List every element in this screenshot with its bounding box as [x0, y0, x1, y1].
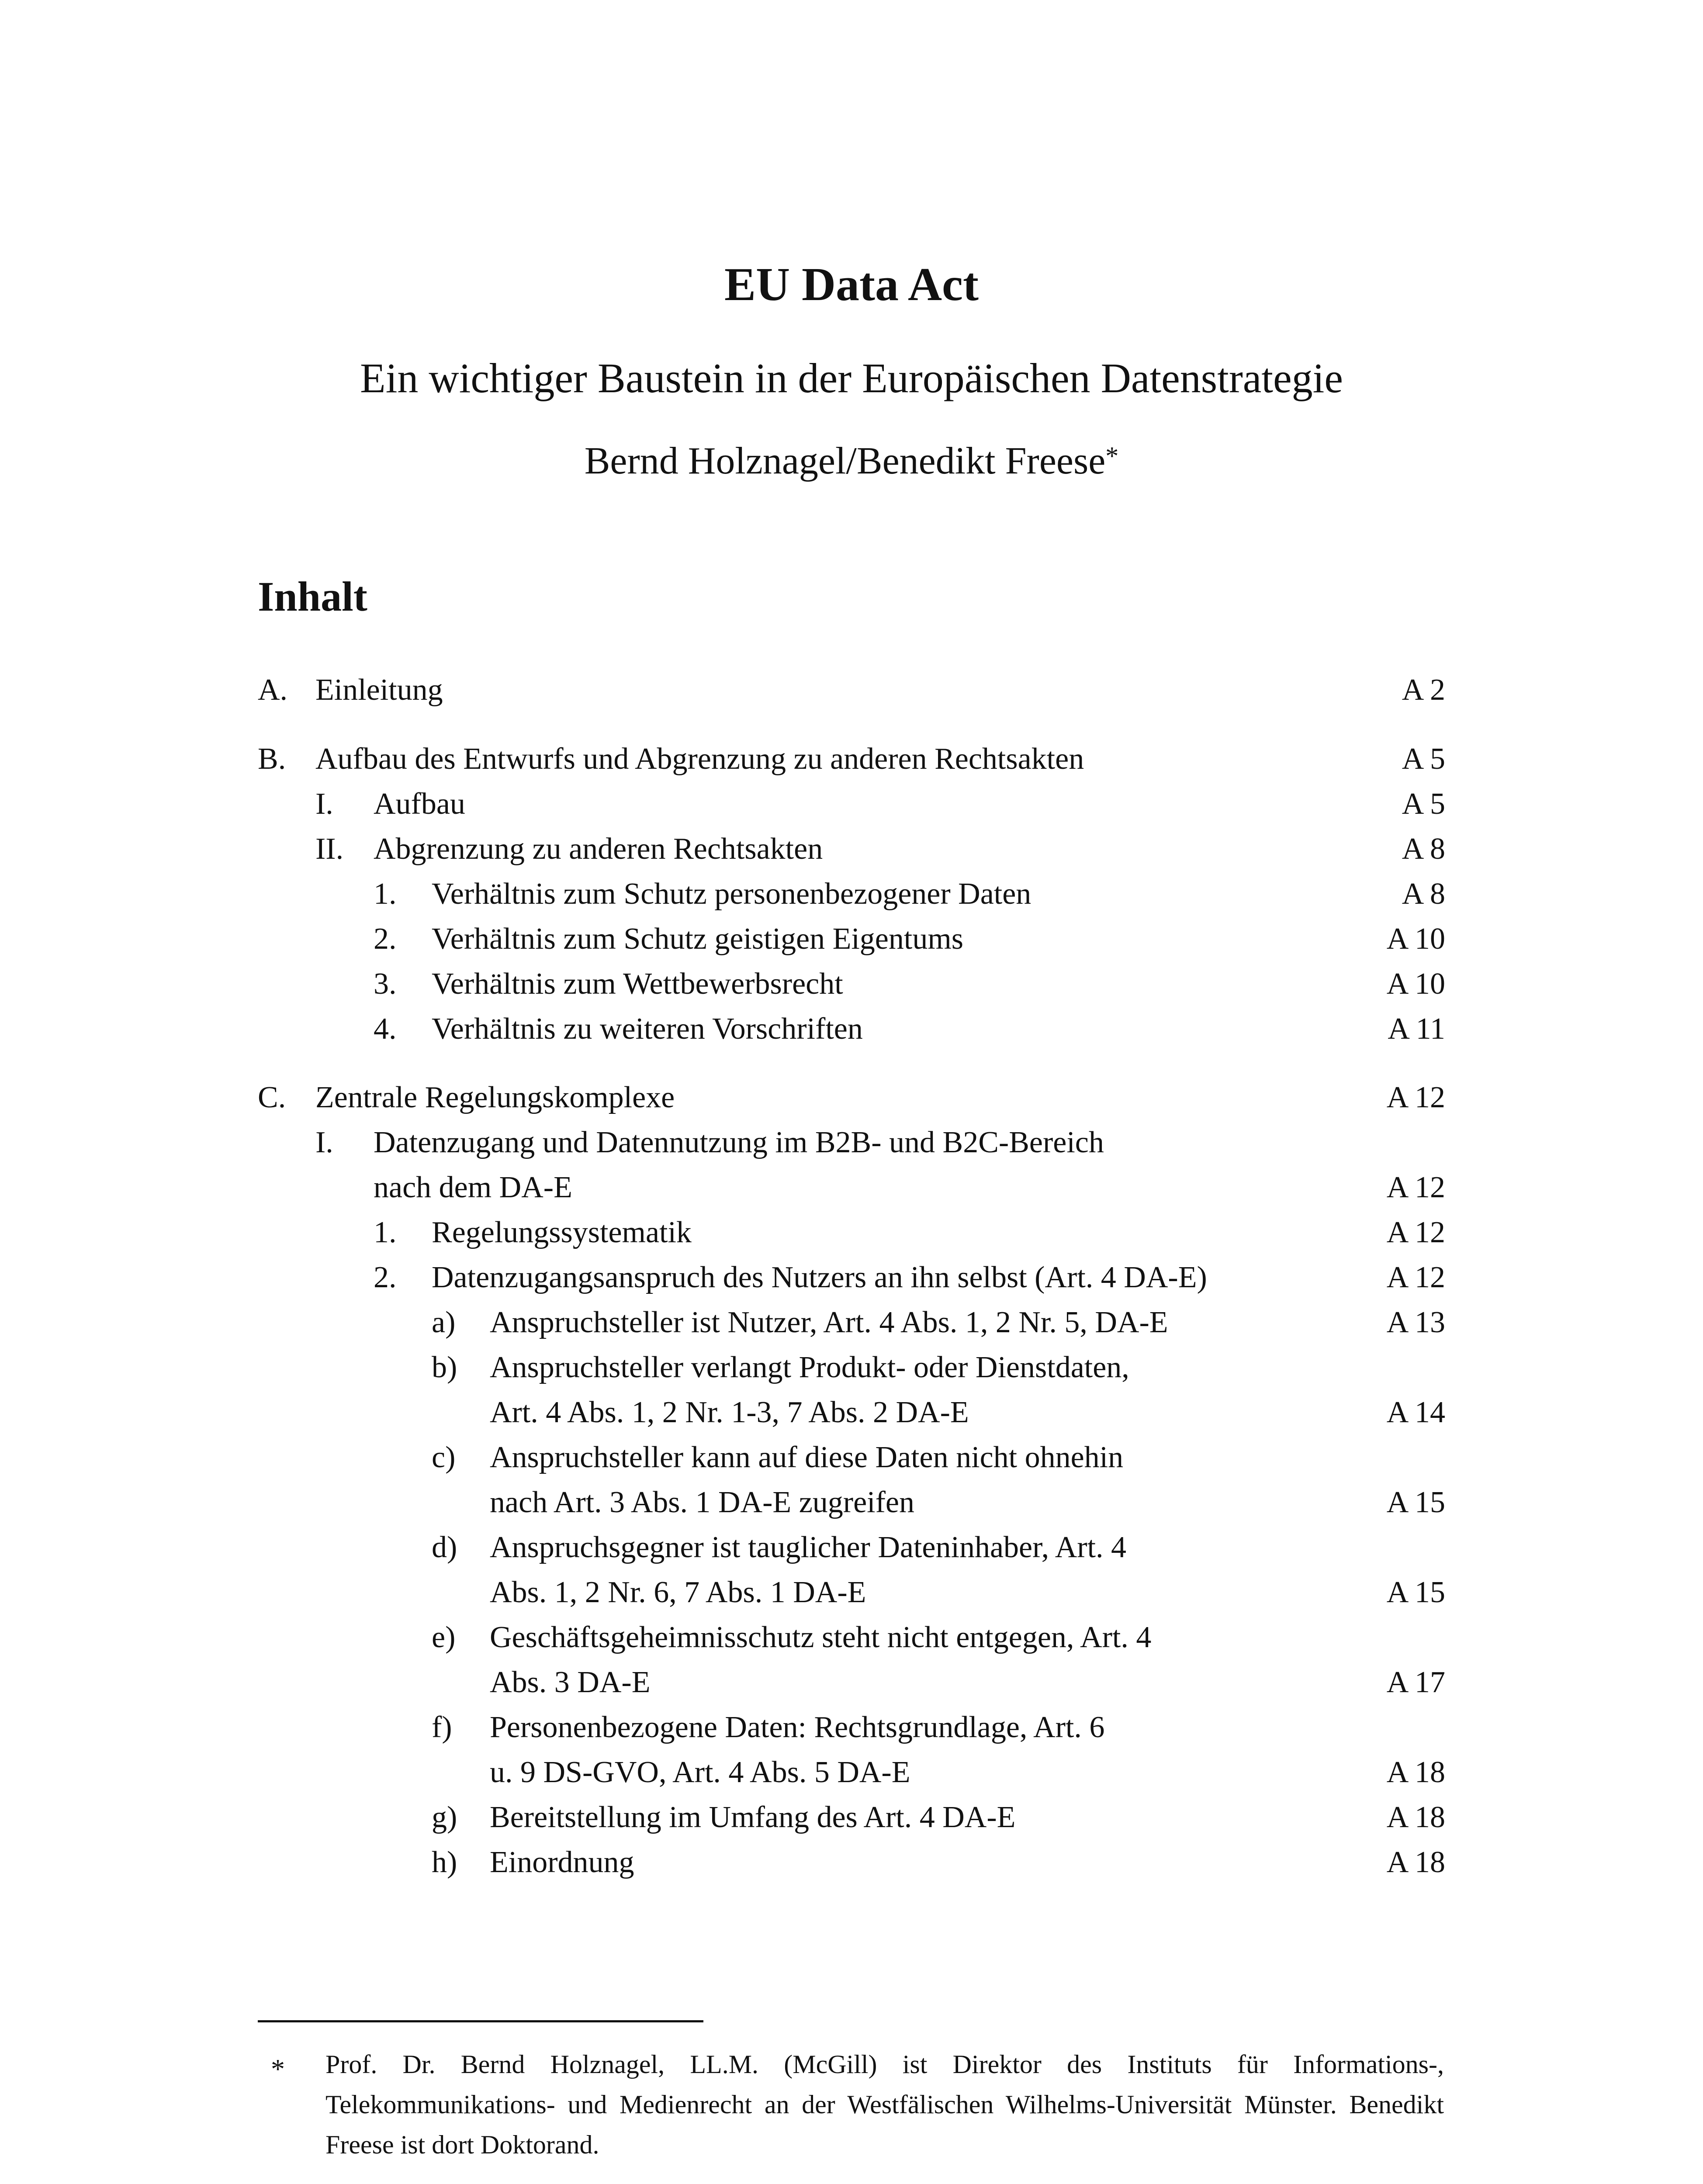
- toc-entry-number: e): [432, 1621, 456, 1654]
- toc-entry-title: Abs. 3 DA-E: [490, 1666, 651, 1699]
- toc-entry-page: A 5: [1402, 787, 1445, 821]
- toc-entry: [0, 1076, 1703, 1120]
- toc-entry-title: Verhältnis zum Schutz geistigen Eigentums: [432, 922, 964, 956]
- toc-entry-title: nach dem DA-E: [374, 1171, 572, 1204]
- toc-entry-page: A 14: [1386, 1396, 1445, 1429]
- toc-entry-page: A 15: [1386, 1576, 1445, 1609]
- toc-entry-title: Anspruchsteller ist Nutzer, Art. 4 Abs. 1, 2 Nr. 5, DA-E: [490, 1306, 1168, 1339]
- toc-entry-title: Zentrale Regelungskomplexe: [315, 1081, 675, 1114]
- toc-entry: [0, 737, 1703, 781]
- toc-entry-title: nach Art. 3 Abs. 1 DA-E zugreifen: [490, 1486, 914, 1519]
- toc-entry: [0, 782, 1703, 826]
- toc-entry-number: d): [432, 1531, 457, 1564]
- toc-entry-title: Aufbau des Entwurfs und Abgrenzung zu anderen Rechtsakten: [315, 742, 1084, 776]
- footnote-mark: *: [271, 2053, 285, 2084]
- toc-entry-number: a): [432, 1306, 456, 1339]
- toc-entry-number: g): [432, 1800, 457, 1834]
- toc-entry: [0, 1706, 1703, 1749]
- toc-entry-continuation: [0, 1661, 1703, 1704]
- toc-entry-number: 2.: [374, 1261, 397, 1294]
- toc-entry-title: Abgrenzung zu anderen Rechtsakten: [374, 832, 823, 866]
- toc-entry-page: A 2: [1402, 673, 1445, 707]
- toc-entry-continuation: [0, 1166, 1703, 1209]
- toc-entry-title: Einordnung: [490, 1845, 634, 1879]
- toc-entry-number: 1.: [374, 877, 397, 911]
- document-title: EU Data Act: [724, 259, 979, 311]
- toc-entry-title: Verhältnis zu weiteren Vorschriften: [432, 1012, 863, 1046]
- toc-entry-page: A 18: [1386, 1755, 1445, 1789]
- toc-entry: [0, 1526, 1703, 1569]
- toc-entry-title: Bereitstellung im Umfang des Art. 4 DA-E: [490, 1800, 1016, 1834]
- toc-entry-continuation: [0, 1751, 1703, 1794]
- toc-entry-title: Anspruchsgegner ist tauglicher Dateninhaber, Art. 4: [490, 1531, 1127, 1564]
- toc-entry-number: I.: [315, 787, 333, 821]
- toc-entry: [0, 827, 1703, 871]
- toc-entry: [0, 1841, 1703, 1884]
- toc-entry-page: A 13: [1386, 1306, 1445, 1339]
- toc-entry-title: Abs. 1, 2 Nr. 6, 7 Abs. 1 DA-E: [490, 1576, 866, 1609]
- toc-entry-title: Einleitung: [315, 673, 443, 707]
- toc-entry-number: 4.: [374, 1012, 397, 1046]
- toc-entry: [0, 1256, 1703, 1299]
- toc-entry: [0, 1121, 1703, 1165]
- toc-entry-page: A 18: [1386, 1800, 1445, 1834]
- toc-entry-page: A 12: [1386, 1081, 1445, 1114]
- toc-entry-number: 3.: [374, 967, 397, 1001]
- toc-entry-title: Art. 4 Abs. 1, 2 Nr. 1-3, 7 Abs. 2 DA-E: [490, 1396, 969, 1429]
- toc-entry-title: Anspruchsteller kann auf diese Daten nicht ohnehin: [490, 1441, 1124, 1474]
- toc-entry-continuation: [0, 1571, 1703, 1614]
- toc-entry-page: A 17: [1386, 1666, 1445, 1699]
- toc-entry-page: A 5: [1402, 742, 1445, 776]
- toc-entry: [0, 872, 1703, 916]
- toc-entry: [0, 1211, 1703, 1254]
- toc-entry-page: A 18: [1386, 1845, 1445, 1879]
- toc-entry-page: A 10: [1386, 967, 1445, 1001]
- toc-entry-page: A 10: [1386, 922, 1445, 956]
- toc-entry-title: Aufbau: [374, 787, 465, 821]
- toc-entry-page: A 12: [1386, 1261, 1445, 1294]
- toc-entry: [0, 1616, 1703, 1659]
- toc-entry-page: A 8: [1402, 832, 1445, 866]
- toc-entry-number: c): [432, 1441, 456, 1474]
- toc-entry: [0, 1346, 1703, 1389]
- toc-entry-title: Anspruchsteller verlangt Produkt- oder Dienstdaten,: [490, 1351, 1129, 1384]
- toc-entry: [0, 962, 1703, 1006]
- toc-entry: [0, 1436, 1703, 1479]
- toc-entry-title: Verhältnis zum Wettbewerbsrecht: [432, 967, 843, 1001]
- toc-entry-title: u. 9 DS-GVO, Art. 4 Abs. 5 DA-E: [490, 1755, 910, 1789]
- toc-entry-continuation: [0, 1391, 1703, 1434]
- toc-entry-page: A 12: [1386, 1216, 1445, 1249]
- toc-entry-page: A 11: [1388, 1012, 1445, 1046]
- toc-entry: [0, 1796, 1703, 1839]
- toc-entry-number: II.: [315, 832, 344, 866]
- toc-entry-continuation: [0, 1481, 1703, 1524]
- toc-entry-number: b): [432, 1351, 457, 1384]
- toc-entry: [0, 668, 1703, 712]
- authors: Bernd Holznagel/Benedikt Freese: [584, 440, 1106, 482]
- toc-entry-page: A 8: [1402, 877, 1445, 911]
- document-subtitle: Ein wichtiger Baustein in der Europäischen Datenstrategie: [360, 355, 1343, 401]
- toc-entry-title: Verhältnis zum Schutz personenbezogener Daten: [432, 877, 1031, 911]
- toc-entry-number: 2.: [374, 922, 397, 956]
- toc-entry-number: I.: [315, 1126, 333, 1159]
- toc-entry-title: Personenbezogene Daten: Rechtsgrundlage, Art. 6: [490, 1711, 1105, 1744]
- toc-entry-title: Regelungssystematik: [432, 1216, 692, 1249]
- footnote-separator: [258, 2020, 703, 2022]
- toc-entry-page: A 12: [1386, 1171, 1445, 1204]
- toc-entry-number: B.: [258, 742, 286, 776]
- footnote-text: Prof. Dr. Bernd Holznagel, LL.M. (McGill) ist Direktor des Instituts für Informations-, Telekommunikations- und Medienrecht an der Westfälischen Wilhelms-Universität Münster. Benedikt Freese ist dort Doktorand.: [325, 2050, 1444, 2159]
- toc-entry: [0, 1007, 1703, 1051]
- toc-entry-number: h): [432, 1845, 457, 1879]
- toc-entry-number: A.: [258, 673, 288, 707]
- toc-entry: [0, 917, 1703, 961]
- toc-entry-number: f): [432, 1711, 452, 1744]
- toc-entry-title: Datenzugang und Datennutzung im B2B- und B2C-Bereich: [374, 1126, 1104, 1159]
- toc-entry-number: C.: [258, 1081, 286, 1114]
- toc-entry: [0, 1301, 1703, 1344]
- toc-entry-title: Geschäftsgeheimnisschutz steht nicht entgegen, Art. 4: [490, 1621, 1152, 1654]
- toc-entry-page: A 15: [1386, 1486, 1445, 1519]
- toc-heading: Inhalt: [258, 573, 367, 620]
- footnote-reference: *: [1105, 442, 1119, 470]
- toc-entry-title: Datenzugangsanspruch des Nutzers an ihn selbst (Art. 4 DA-E): [432, 1261, 1207, 1294]
- toc-entry-number: 1.: [374, 1216, 397, 1249]
